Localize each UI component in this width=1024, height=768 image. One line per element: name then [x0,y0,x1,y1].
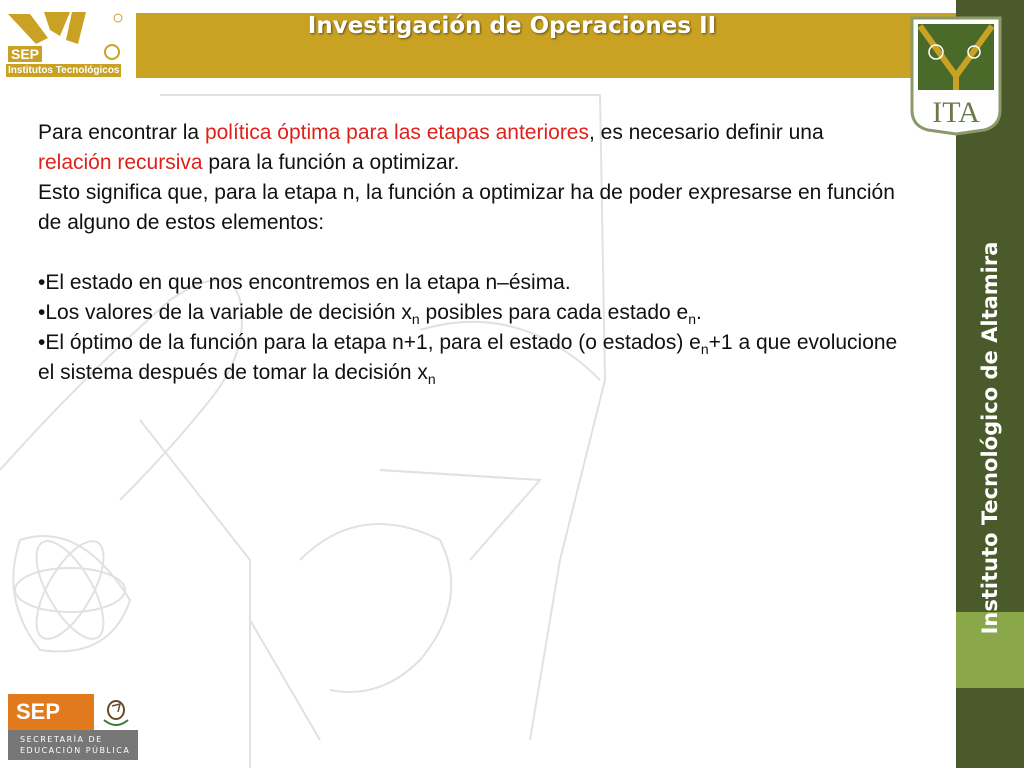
mexico-coat-of-arms-icon [98,696,134,728]
secretaria-text: SECRETARÍA DE EDUCACIÓN PÚBLICA [8,730,138,760]
institutos-logo-text: Institutos Tecnológicos [8,65,120,76]
sep-logo-text: SEP [8,46,42,62]
paragraph-explanation: Esto significa que, para la etapa n, la función a optimizar ha de poder expresarse en función de alguno de estos elementos: [38,181,895,234]
paragraph-intro: Para encontrar la política óptima para las etapas anteriores, es necesario definir una relación recursiva para la función a optimizar. [38,121,824,174]
highlight-relacion-recursiva: relación recursiva [38,151,203,174]
bullet-optimo-funcion: •El óptimo de la función para la etapa n+1, para el estado (o estados) $e_n+1$ a que evolucione el sistema después de tomar la decisión $x_n$ [38,331,898,387]
institutos-tecnologicos-logo [0,0,136,78]
sep-footer-text: SEP [8,694,94,730]
slide-body [38,118,898,388]
sep-footer-logo [8,694,138,760]
ita-shield-text: ITA [932,96,980,129]
slide-title: Investigación de Operaciones II [307,13,717,39]
bullet-valores-decision: •Los valores de la variable de decisión $x_n$ posibles para cada estado $e_n$. [38,301,702,327]
ita-shield-logo [908,14,1004,136]
highlight-politica-optima: política óptima para las etapas anteriores [204,121,589,144]
bullet-estado: •El estado en que nos encontremos en la etapa n–ésima. [38,271,571,294]
institute-vertical-title: Instituto Tecnológico de Altamira [978,241,1002,635]
